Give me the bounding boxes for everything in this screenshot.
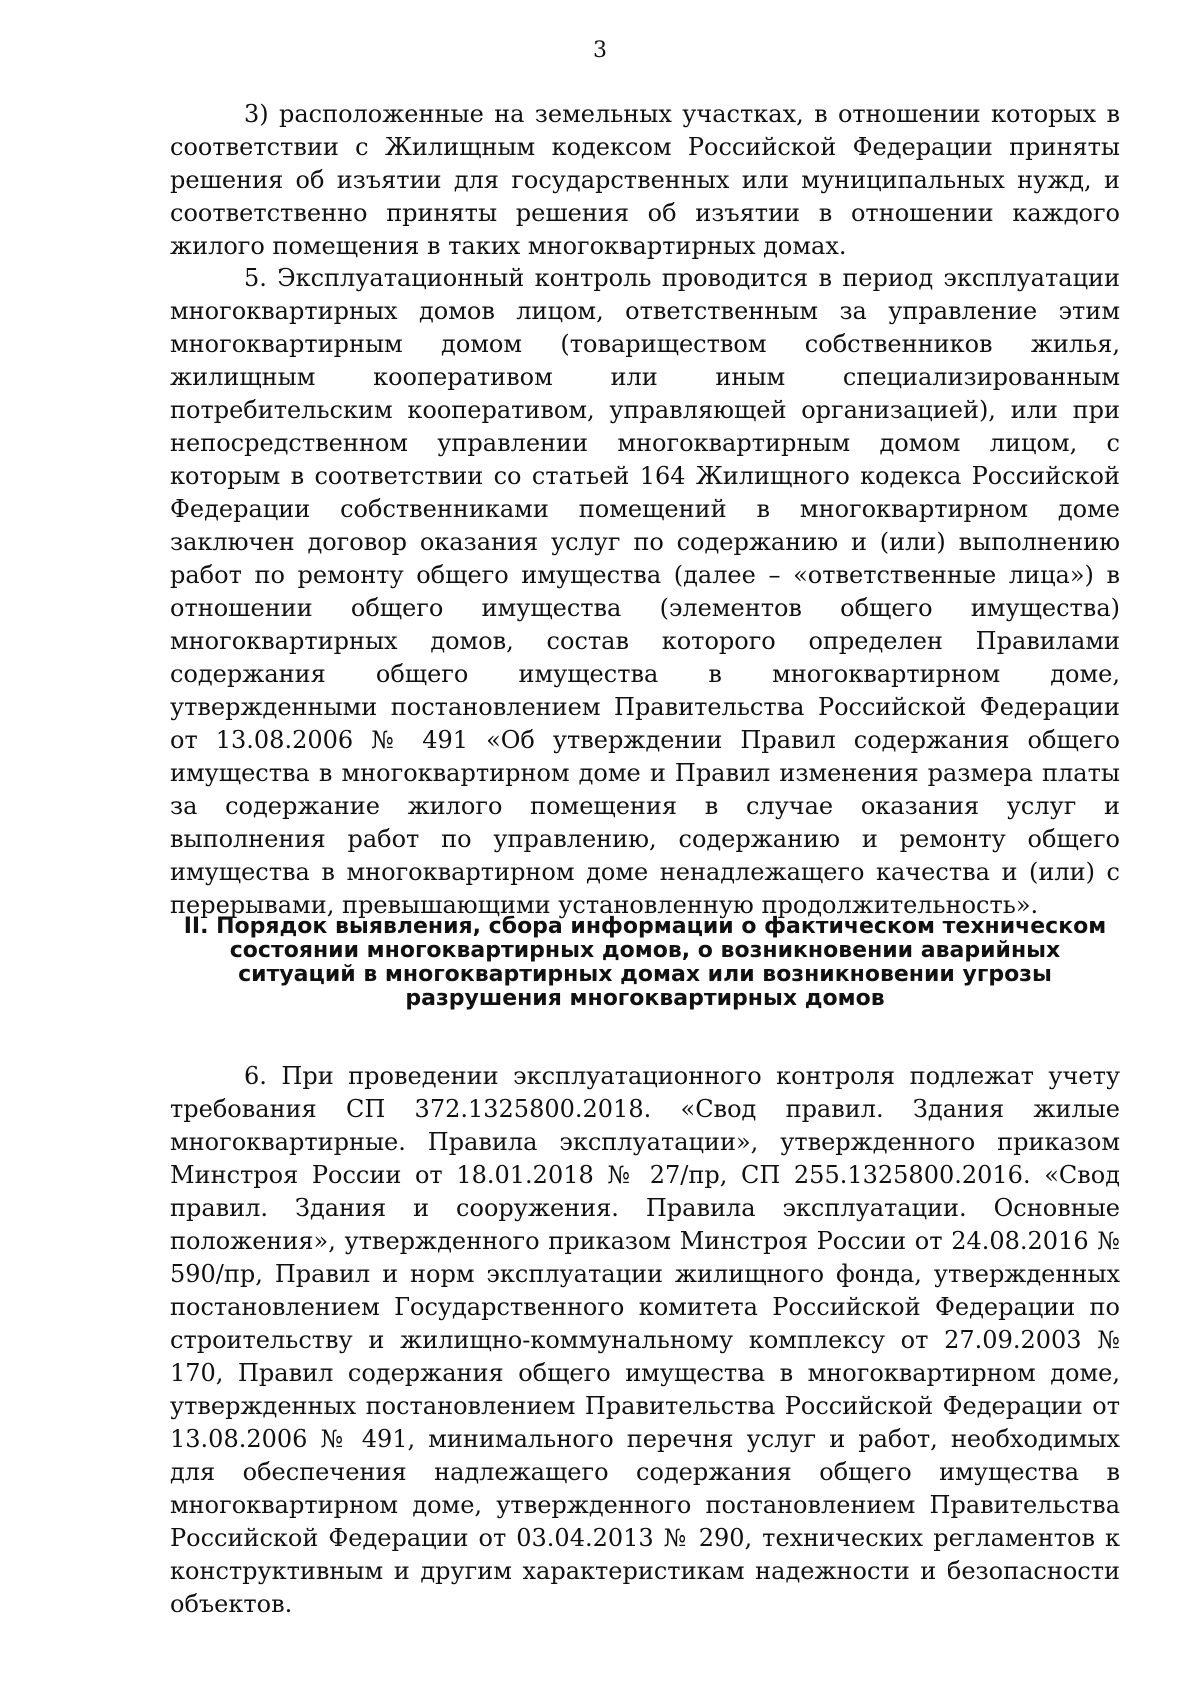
paragraph-item-5-block	[170, 262, 1120, 922]
section-heading: II. Порядок выявления, сбора информации о фактическом техническом состоянии многоквартирных домов, о возникновении аварийных ситуаций в многоквартирных домах или возникновении угрозы разрушения многоквартирных домов	[183, 914, 1107, 1011]
paragraph-item-6-block	[170, 1060, 1120, 1621]
paragraph-item-6: 6. При проведении эксплуатационного контроля подлежат учету требования СП 372.1325800.2018. «Свод правил. Здания жилые многоквартирные. Правила эксплуатации», утвержденного приказом Минстроя России от 18.01.2018 № 27/пр, СП 255.1325800.2016. «Свод правил. Здания и сооружения. Правила эксплуатации. Основные положения», утвержденного приказом Минстроя России от 24.08.2016 № 590/пр, Правил и норм эксплуатации жилищного фонда, утвержденных постановлением Государственного комитета Российской Федерации по строительству и жилищно-коммунальному комплексу от 27.09.2003 № 170, Правил содержания общего имущества в многоквартирном доме, утвержденных постановлением Правительства Российской Федерации от 13.08.2006 № 491, минимального перечня услуг и работ, необходимых для обеспечения надлежащего содержания общего имущества в многоквартирном доме, утвержденного постановлением Правительства Российской Федерации от 03.04.2013 № 290, технических регламентов к конструктивным и другим характеристикам надежности и безопасности объектов.	[170, 1062, 1120, 1618]
paragraph-item-3-block	[170, 98, 1120, 263]
paragraph-item-5: 5. Эксплуатационный контроль проводится в период эксплуатации многоквартирных домов лицом, ответственным за управление этим многоквартирным домом (товариществом собственников жилья, жилищным кооперативом или иным специализированным потребительским кооперативом, управляющей организацией), или при непосредственном управлении многоквартирным домом лицом, с которым в соответствии со статьей 164 Жилищного кодекса Российской Федерации собственниками помещений в многоквартирном доме заключен договор оказания услуг по содержанию и (или) выполнению работ по ремонту общего имущества (далее – «ответственные лица») в отношении общего имущества (элементов общего имущества) многоквартирных домов, состав которого определен Правилами содержания общего имущества в многоквартирном доме, утвержденными постановлением Правительства Российской Федерации от 13.08.2006 № 491 «Об утверждении Правил содержания общего имущества в многоквартирном доме и Правил изменения размера платы за содержание жилого помещения в случае оказания услуг и выполнения работ по управлению, содержанию и ремонту общего имущества в многоквартирном доме ненадлежащего качества и (или) с перерывами, превышающими установленную продолжительность».	[170, 264, 1120, 919]
paragraph-item-3: 3) расположенные на земельных участках, в отношении которых в соответствии с Жилищным кодексом Российской Федерации приняты решения об изъятии для государственных или муниципальных нужд, и соответственно приняты решения об изъятии в отношении каждого жилого помещения в таких многоквартирных домах.	[170, 100, 1120, 260]
page-number: 3	[593, 38, 607, 63]
